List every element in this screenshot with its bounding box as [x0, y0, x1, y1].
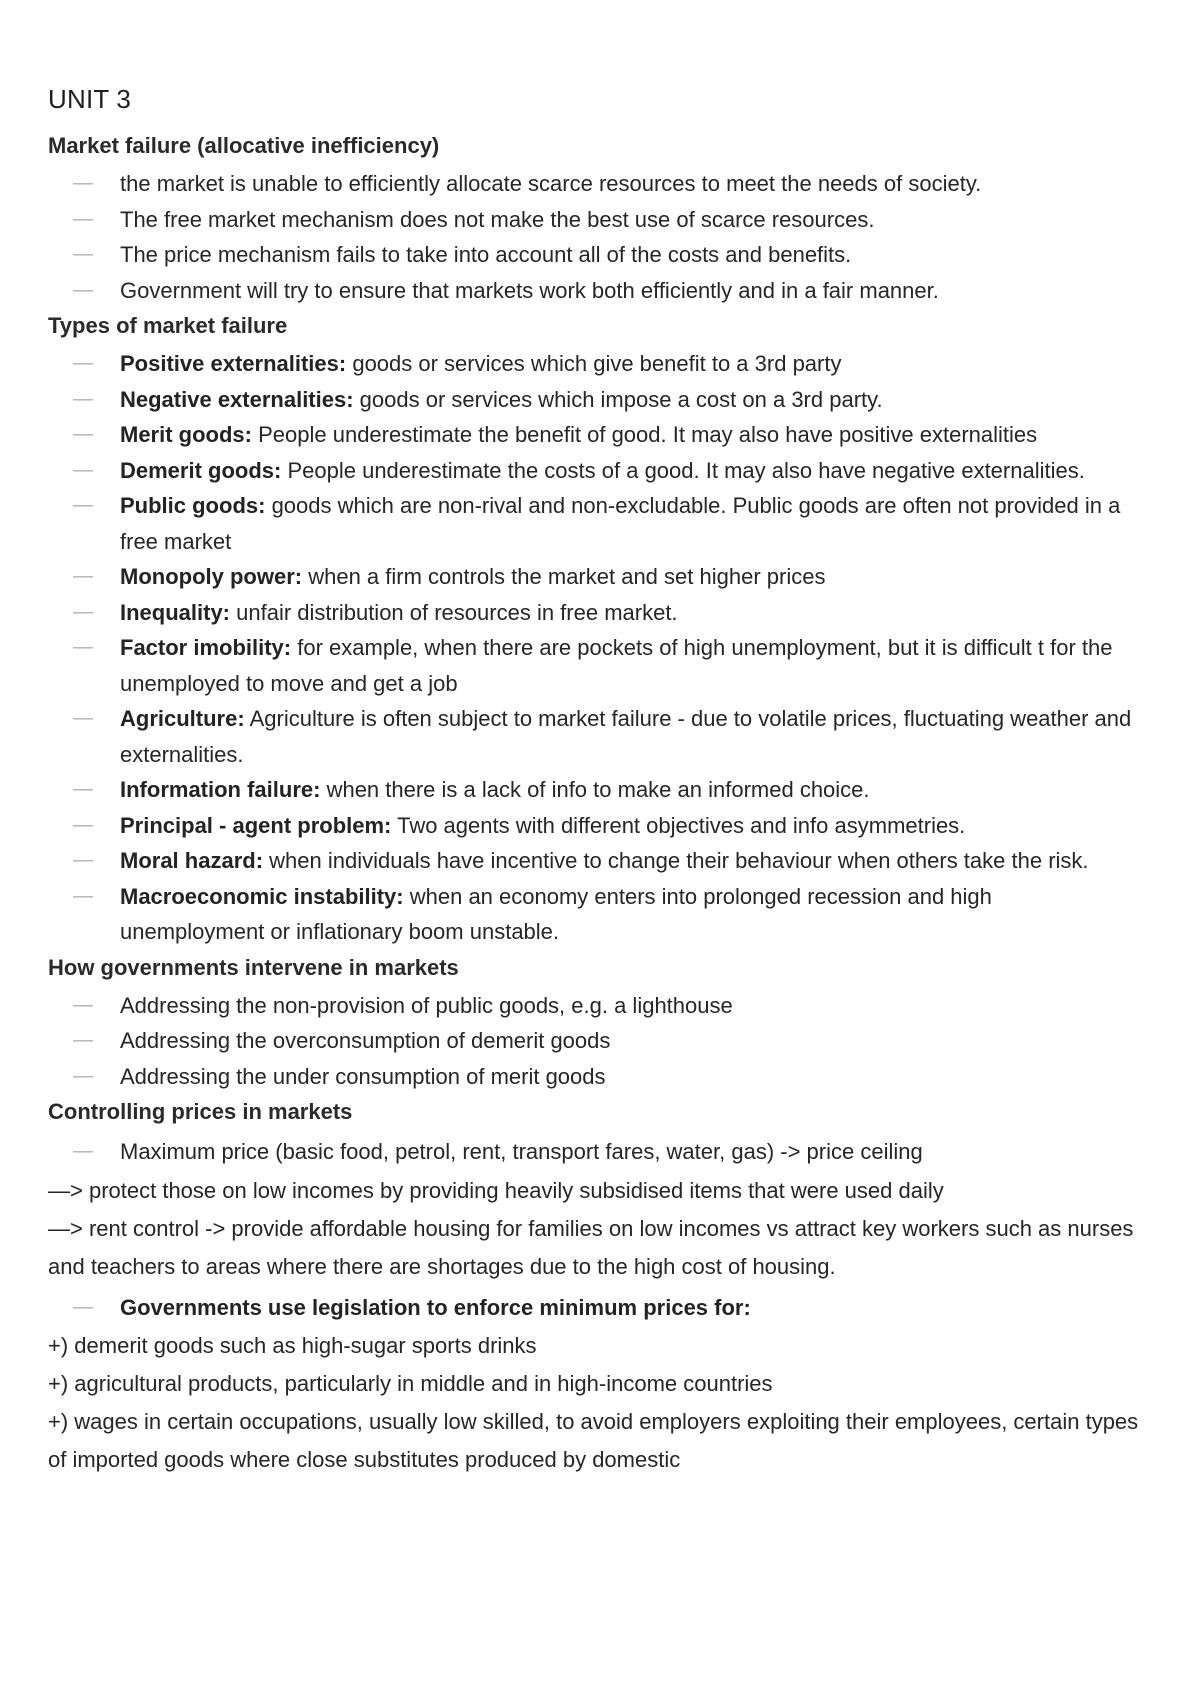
max-price-list — [48, 1134, 1140, 1170]
paragraph: +) wages in certain occupations, usually low skilled, to avoid employers exploiting their employees, certain types of imported goods where close substitutes produced by domestic — [48, 1409, 1139, 1472]
dash-bullet-icon: — — [73, 884, 93, 907]
list-item: — Information failure: when there is a lack of info to make an informed choice. — [48, 772, 1140, 808]
term: Moral hazard: — [120, 848, 264, 873]
dash-bullet-icon: — — [73, 636, 93, 658]
paragraph: —> protect those on low incomes by providing heavily subsidised items that were used daily — [48, 1177, 944, 1203]
list-item: — Addressing the under consumption of merit goods — [48, 1059, 1140, 1095]
dash-bullet-icon: — — [73, 387, 93, 410]
paragraph: —> rent control -> provide affordable housing for families on low incomes vs attract key workers such as nurses and teachers to areas where there are shortages due to the high cost of housing. — [48, 1215, 1134, 1279]
dash-bullet-icon: — — [73, 1029, 93, 1051]
intervene-list — [48, 988, 1140, 1095]
list-item: — Demerit goods: People underestimate the costs of a good. It may also have negative externalities. — [48, 453, 1140, 489]
list-item: — Monopoly power: when a firm controls the market and set higher prices — [48, 559, 1140, 595]
term: Principal - agent problem: — [120, 812, 392, 838]
dash-bullet-icon: — — [73, 707, 93, 729]
market-failure-list — [48, 166, 1140, 308]
term: Information failure: — [120, 777, 321, 802]
dash-bullet-icon: — — [73, 243, 93, 265]
term: Macroeconomic instability: — [120, 883, 404, 909]
term: Agriculture: — [120, 706, 245, 731]
term: Governments use legislation to enforce minimum prices for: — [120, 1294, 751, 1320]
list-item: — Principal - agent problem: Two agents with different objectives and info asymmetries. — [48, 808, 1140, 844]
list-item: — The free market mechanism does not make the best use of scarce resources. — [48, 202, 1140, 238]
dash-bullet-icon: — — [73, 778, 93, 800]
paragraph: +) demerit goods such as high-sugar sports drinks — [48, 1333, 537, 1358]
list-item: — Positive externalities: goods or services which give benefit to a 3rd party — [48, 346, 1140, 382]
term: Public goods: — [120, 493, 266, 518]
paragraph: +) agricultural products, particularly in middle and in high-income countries — [48, 1371, 773, 1396]
list-item: — Macroeconomic instability: when an economy enters into prolonged recession and high unemployment or inflationary boom unstable. — [48, 879, 1140, 950]
dash-bullet-icon: — — [73, 352, 93, 374]
term: Negative externalities: — [120, 386, 354, 412]
dash-bullet-icon: — — [73, 565, 93, 587]
heading-how-governments-intervene: How governments intervene in markets — [48, 954, 459, 980]
dash-bullet-icon: — — [73, 849, 93, 871]
heading-market-failure: Market failure (allocative inefficiency) — [48, 133, 440, 158]
dash-bullet-icon: — — [73, 600, 93, 623]
list-item: — Moral hazard: when individuals have incentive to change their behaviour when others take the risk. — [48, 843, 1140, 879]
dash-bullet-icon: — — [73, 494, 93, 516]
dash-bullet-icon: — — [73, 423, 93, 445]
list-item: — Inequality: unfair distribution of resources in free market. — [48, 595, 1140, 631]
list-item: — Maximum price (basic food, petrol, rent, transport fares, water, gas) -> price ceiling — [48, 1134, 1140, 1170]
dash-bullet-icon: — — [73, 813, 93, 836]
list-item: — Factor imobility: for example, when there are pockets of high unemployment, but it is difficult t for the unemployed to move and get a job — [48, 630, 1140, 701]
term: Monopoly power: — [120, 564, 303, 589]
dash-bullet-icon: — — [73, 993, 93, 1016]
list-item: — Government will try to ensure that markets work both efficiently and in a fair manner. — [48, 273, 1140, 309]
term: Inequality: — [120, 599, 231, 625]
dash-bullet-icon: — — [73, 172, 93, 194]
term: Factor imobility: — [120, 635, 292, 660]
list-item: — Merit goods: People underestimate the benefit of good. It may also have positive externalities — [48, 417, 1140, 453]
dash-bullet-icon: — — [73, 1295, 93, 1318]
heading-types-of-market-failure: Types of market failure — [48, 313, 288, 338]
list-item: — the market is unable to efficiently allocate scarce resources to meet the needs of society. — [48, 166, 1140, 202]
unit-title: UNIT 3 — [48, 84, 132, 114]
dash-bullet-icon: — — [73, 278, 93, 301]
heading-controlling-prices: Controlling prices in markets — [48, 1099, 353, 1124]
list-item: — Public goods: goods which are non-rival and non-excludable. Public goods are often not provided in a free market — [48, 488, 1140, 559]
list-item — [48, 1290, 1140, 1326]
term: Merit goods: — [120, 422, 252, 447]
dash-bullet-icon: — — [73, 1064, 93, 1087]
dash-bullet-icon: — — [73, 458, 93, 481]
term: Demerit goods: — [120, 457, 282, 483]
list-item: — Addressing the overconsumption of demerit goods — [48, 1023, 1140, 1059]
types-list — [48, 346, 1140, 950]
term: Positive externalities: — [120, 351, 347, 376]
dash-bullet-icon: — — [73, 1140, 93, 1162]
list-item: — The price mechanism fails to take into account all of the costs and benefits. — [48, 237, 1140, 273]
list-item: — Addressing the non-provision of public goods, e.g. a lighthouse — [48, 988, 1140, 1024]
list-item: — Agriculture: Agriculture is often subject to market failure - due to volatile prices, fluctuating weather and externalities. — [48, 701, 1140, 772]
list-item: — Negative externalities: goods or services which impose a cost on a 3rd party. — [48, 382, 1140, 418]
min-price-list — [48, 1290, 1140, 1326]
dash-bullet-icon: — — [73, 207, 93, 230]
